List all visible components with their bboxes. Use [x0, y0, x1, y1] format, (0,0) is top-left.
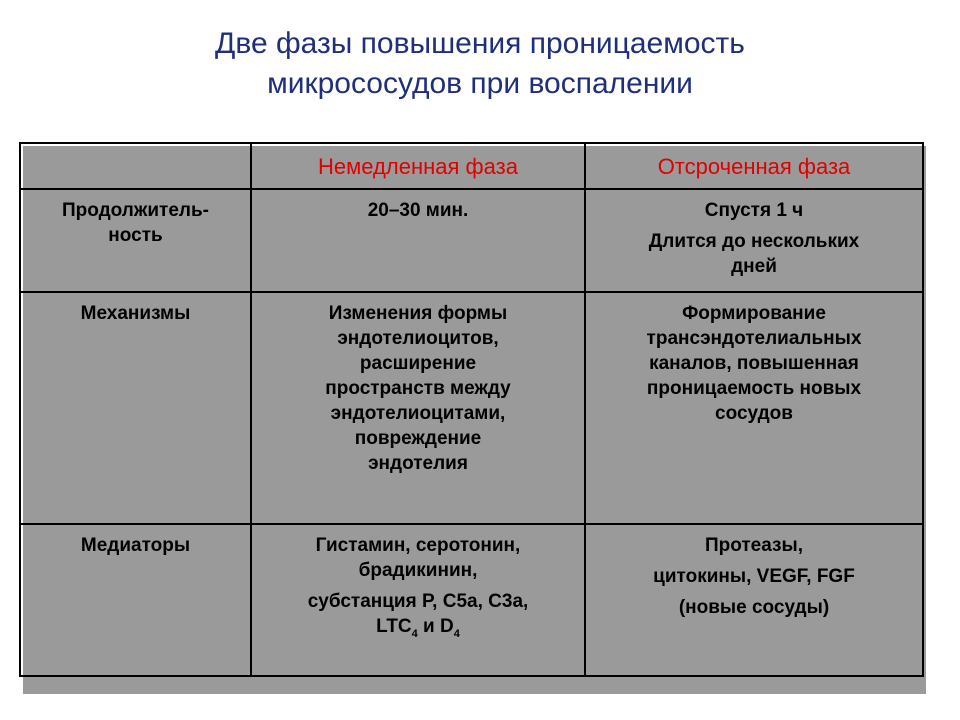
cell-mediators-delayed — [585, 524, 923, 676]
cell-line: субстанция P, C5a, C3a, — [307, 591, 529, 612]
cell-line: эндотелиоцитов, — [337, 328, 499, 349]
table-header-row — [20, 143, 923, 189]
row-label-line: Продолжитель- — [62, 200, 209, 221]
table-row — [20, 189, 923, 292]
cell-line: расширение — [359, 353, 477, 374]
cell-mechanisms-immediate — [251, 292, 585, 524]
cell-line: Изменения формы — [328, 303, 508, 324]
cell-line: 20–30 мин. — [367, 200, 469, 221]
title-line-1: Две фазы повышения проницаемость — [215, 27, 745, 60]
cell-line: повреждение — [354, 428, 482, 449]
and-d-text: и D — [417, 616, 454, 637]
cell-line: сосудов — [715, 403, 793, 424]
cell-line: Гистамин, серотонин, — [315, 535, 521, 556]
phases-table — [19, 142, 924, 677]
cell-line: Длится до нескольких — [648, 231, 860, 252]
cell-line: эндотелиоцитами, — [330, 403, 506, 424]
cell-duration-delayed — [585, 189, 923, 292]
cell-line: Спустя 1 ч — [704, 200, 804, 221]
header-immediate-phase: Немедленная фаза — [251, 143, 585, 189]
cell-mediators-immediate — [251, 524, 585, 676]
row-label-line: ность — [108, 225, 163, 246]
ltc-text: LTC — [376, 616, 412, 637]
header-empty-cell — [20, 143, 251, 189]
cell-line: дней — [731, 256, 777, 277]
cell-line: Протеазы, — [704, 535, 803, 556]
row-label-mediators: Медиаторы — [20, 524, 251, 676]
d-subscript: 4 — [453, 627, 460, 640]
cell-mechanisms-delayed — [585, 292, 923, 524]
cell-line: эндотелия — [368, 453, 468, 474]
row-label-mechanisms: Механизмы — [20, 292, 251, 524]
table-row — [20, 524, 923, 676]
slide-title — [0, 24, 960, 104]
cell-line: проницаемость новых — [646, 378, 862, 399]
title-line-2: микрососудов при воспалении — [267, 67, 693, 100]
cell-line: каналов, повышенная — [649, 353, 859, 374]
cell-line: цитокины, VEGF, FGF — [653, 566, 855, 587]
cell-line: Формирование — [682, 303, 826, 324]
cell-line: брадикинин, — [358, 560, 478, 581]
row-label-duration — [20, 189, 251, 292]
cell-duration-immediate — [251, 189, 585, 292]
cell-line-ltc — [258, 614, 578, 647]
cell-line: трансэндотелиальных — [646, 328, 862, 349]
cell-line: пространств между — [325, 378, 511, 399]
table-row — [20, 292, 923, 524]
cell-line: (новые сосуды) — [678, 597, 830, 618]
header-delayed-phase: Отсроченная фаза — [585, 143, 923, 189]
ltc-subscript: 4 — [411, 627, 418, 640]
